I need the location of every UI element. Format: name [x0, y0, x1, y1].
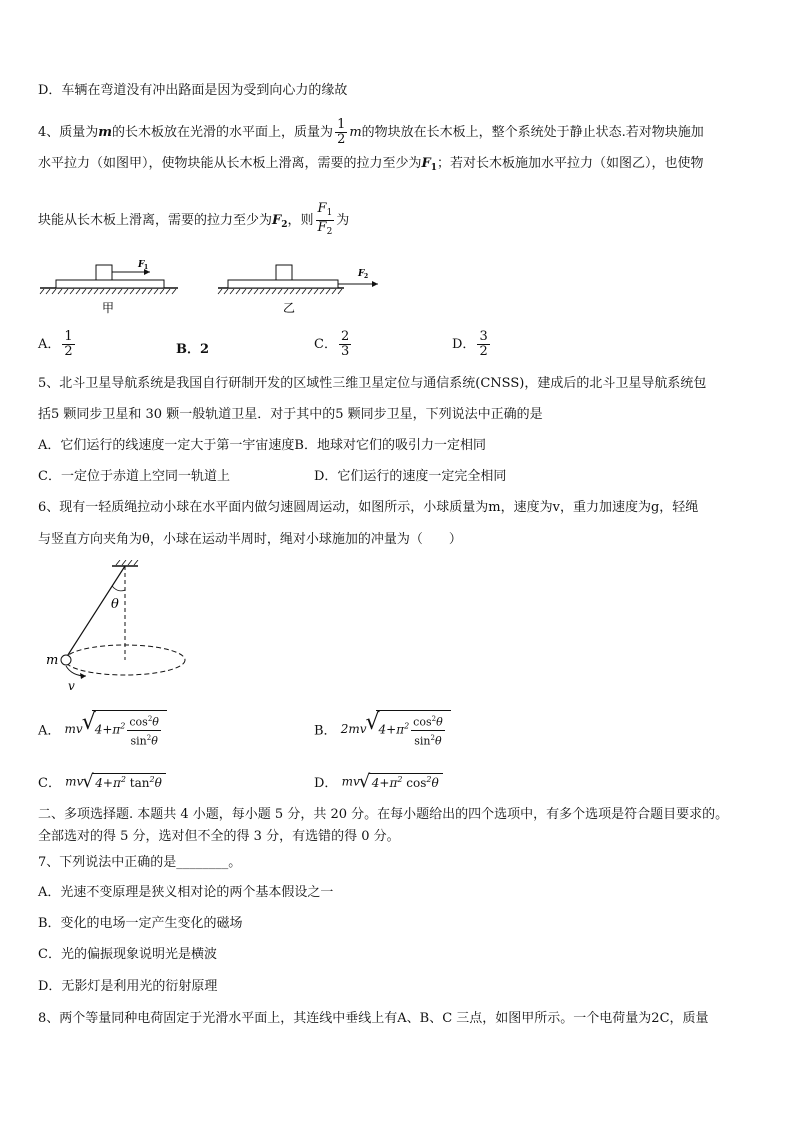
q4-var-f1-sub: 1 [430, 163, 438, 173]
q5-stem-2: 括5 颗同步卫星和 30 颗一般轨道卫星．对于其中的5 颗同步卫星，下列说法中正确的是 [38, 407, 543, 422]
q4-figure-right [218, 265, 378, 315]
section2-heading-1: 二、多项选择题. 本题共 4 小题，每小题 5 分，共 20 分。在每小题给出的四个选项中，有多个选项是符合题目要求的。 [38, 807, 729, 822]
q4-text: 的物块放在长木板上，整个系统处于静止状态.若对物块施加 [361, 125, 704, 140]
q5-option-d: D．它们运行的速度一定完全相同 [314, 469, 507, 484]
section2-line-1 [38, 806, 728, 824]
q4-line-3 [38, 202, 349, 239]
q6-option-d-prefix: mv [341, 774, 360, 789]
q6-option-a-prefix: mv [64, 722, 83, 737]
q5-option-c: C．一定位于赤道上空同一轨道上 [38, 469, 230, 484]
force-f1-sub: 1 [144, 264, 149, 271]
q4-option-a-label: A． [38, 337, 61, 352]
q7-option-a [38, 884, 333, 902]
angle-theta-label: θ [111, 597, 119, 612]
q6-option-a-pi-sq: 2 [120, 721, 126, 731]
q4-option-c-num: 2 [340, 329, 350, 344]
q6-option-a-sin: sin [130, 734, 147, 748]
q4-text: 块能从长木板上滑离，需要的拉力至少为 [38, 213, 273, 228]
force-f1-label: F [138, 260, 145, 270]
q6-option-d-cos: cos [406, 776, 427, 790]
q4-option-a-num: 1 [64, 329, 73, 344]
q6-option-a-sqrt: √ $4+\pi^2$ $\frac{\cos^2\theta}{\sin^2\theta}$ [92, 710, 167, 748]
q6-option-a-inside: 4+π [94, 722, 121, 737]
q6-option-b-cos: cos [413, 715, 432, 729]
q4-var-f1: F [421, 156, 431, 171]
q6-option-d-inside: 4+π [371, 776, 398, 790]
q4-option-a [38, 330, 77, 359]
q6-option-b-frac [411, 712, 445, 748]
q4-ratio-num-sub: 1 [326, 208, 333, 218]
q4-option-a-fraction [62, 330, 74, 359]
q6-option-a-cos-sq: 2 [147, 715, 153, 723]
q6-option-b-sin-sq: 2 [430, 733, 435, 742]
q4-half-num: 1 [337, 117, 346, 132]
q6-option-a-cos: cos [129, 715, 148, 729]
q6-option-a-sin-sq: 2 [146, 733, 152, 742]
block-left [96, 265, 112, 280]
q5-line-ab [38, 437, 486, 455]
q6-option-c-tan: tan [129, 776, 150, 790]
q6-option-c-theta: θ [154, 776, 162, 790]
q4-option-d-label: D． [452, 337, 476, 352]
q6-option-b-theta-num: θ [436, 715, 443, 729]
q6-stem-2: 与竖直方向夹角为θ，小球在运动半周时，绳对小球施加的冲量为（ ） [38, 532, 462, 547]
q4-var-f2: F [272, 213, 282, 228]
q6-option-c-pi-sq: 2 [120, 775, 126, 784]
q4-ratio-den-sub: 2 [326, 227, 333, 237]
q4-option-d-num: 3 [479, 329, 488, 344]
q4-line-1 [38, 118, 704, 147]
q4-option-a-den: 2 [64, 344, 73, 359]
q6-option-b-label: B． [314, 723, 337, 739]
q6-option-c-inside: 4+π [95, 776, 121, 790]
q6-option-a-frac [127, 712, 161, 748]
q5-line-d [314, 468, 506, 486]
q4-option-c-fraction [339, 330, 351, 359]
q6-option-d-theta: θ [431, 776, 439, 790]
q4-figure [38, 252, 388, 316]
q4-option-c-label: C． [314, 337, 337, 352]
q6-figure [38, 560, 198, 700]
q6-option-b-cos-sq: 2 [431, 715, 437, 723]
block-right [276, 265, 292, 280]
board-right [228, 280, 338, 288]
q6-option-a-label: A． [38, 723, 61, 739]
q4-option-d [452, 330, 492, 359]
q6-option-d-sqrt: √ $4+\pi^2$ $\cos^2\theta$ [369, 773, 443, 790]
q7-option-a-text: A．光速不变原理是狭义相对论的两个基本假设之一 [38, 885, 334, 900]
q4-var-f2-sub: 2 [281, 220, 288, 230]
q4-half-den: 2 [337, 132, 346, 147]
q8-stem [38, 1010, 709, 1028]
q7-option-c [38, 946, 217, 964]
mass-m-label: m [46, 653, 59, 668]
q4-option-c-den: 3 [340, 344, 350, 359]
figure-caption-jia: 甲 [102, 301, 115, 315]
q6-option-c-sqrt: √ $4+\pi^2$ $\tan^2\theta$ [92, 773, 166, 790]
q4-line-2 [38, 155, 704, 177]
section2-heading-2: 全部选对的得 5 分，选对但不全的得 3 分，有选错的得 0 分。 [38, 829, 400, 844]
ball [61, 655, 71, 665]
q5-stem-1: 5、北斗卫星导航系统是我国自行研制开发的区域性三维卫星定位与通信系统(CNSS)，建成后的北斗卫星导航系统包 [38, 376, 707, 391]
q6-option-c-label: C． [38, 776, 61, 791]
q4-option-d-den: 2 [479, 344, 488, 359]
q8-stem-text: 8、两个等量同种电荷固定于光滑水平面上，其连线中垂线上有A、B、C 三点，如图甲所示。一个电荷量为2C，质量 [38, 1011, 709, 1026]
q7-option-d [38, 978, 217, 996]
q6-line-2 [38, 531, 462, 549]
q4-var-m: m [98, 125, 113, 140]
force-f2-label: F [358, 269, 365, 279]
q4-option-b-label: B．2 [176, 342, 210, 357]
force-f2-sub: 2 [364, 273, 369, 280]
q4-figure-left [40, 260, 178, 315]
q6-option-a-theta-num: θ [152, 715, 159, 729]
q4-text: 水平拉力（如图甲），使物块能从长木板上滑离，需要的拉力至少为 [38, 156, 422, 171]
section2-line-2 [38, 828, 400, 846]
q6-line-1 [38, 499, 698, 517]
q4-ratio-den: F [317, 220, 327, 235]
q6-option-c-prefix: mv [65, 774, 84, 789]
q6-stem-1: 6、现有一轻质绳拉动小球在水平面内做匀速圆周运动，如图所示，小球质量为m，速度为v，重力加速度为g，轻绳 [38, 500, 699, 515]
q7-option-d-text: D．无影灯是利用光的衍射原理 [38, 979, 218, 994]
q5-line-c [38, 468, 230, 486]
q7-stem-text: 7、下列说法中正确的是________。 [38, 855, 242, 870]
q4-text: 4、质量为 [38, 125, 99, 140]
q7-option-c-text: C．光的偏振现象说明光是横波 [38, 947, 217, 962]
q4-option-d-fraction [477, 330, 489, 359]
q6-option-d [314, 772, 443, 791]
q3-option-d [38, 82, 347, 100]
q4-option-b [176, 338, 209, 357]
q4-text: 的长木板放在光滑的水平面上，质量为 [112, 125, 334, 140]
rope [66, 566, 125, 658]
q6-option-b-sin: sin [414, 734, 431, 748]
q6-option-c-tan-sq: 2 [149, 775, 155, 784]
q4-half-fraction [335, 118, 347, 147]
q5-line-2 [38, 406, 543, 424]
q4-text: ，则 [287, 213, 314, 228]
q4-var-m2: m [349, 125, 362, 140]
board-left [56, 280, 164, 288]
q7-option-b-text: B．变化的电场一定产生变化的磁场 [38, 916, 243, 931]
q6-option-b-prefix: 2mv [340, 722, 367, 737]
q6-option-d-pi-sq: 2 [397, 775, 403, 784]
q4-text: ；若对长木板施加水平拉力（如图乙），也使物 [437, 156, 704, 171]
q6-option-b [314, 710, 451, 748]
q6-option-a-theta-den: θ [151, 734, 158, 748]
q6-option-d-cos-sq: 2 [426, 775, 432, 784]
q3-option-d-text: D．车辆在弯道没有冲出路面是因为受到向心力的缘故 [38, 83, 348, 98]
q4-option-c [314, 330, 353, 359]
q6-option-a [38, 710, 167, 748]
q4-text: 为 [336, 213, 350, 228]
q6-option-b-theta-den: θ [434, 734, 442, 748]
velocity-v-label: v [68, 679, 75, 693]
q7-stem [38, 854, 241, 872]
q4-ratio-fraction [316, 202, 335, 239]
q5-line-1 [38, 375, 706, 393]
q7-option-b [38, 915, 243, 933]
q6-option-b-pi-sq: 2 [404, 721, 410, 731]
figure-caption-yi: 乙 [283, 301, 296, 315]
q4-ratio-num: F [317, 201, 327, 216]
q6-option-c [38, 772, 166, 791]
q6-option-b-sqrt: √ $4+\pi^2$ $\frac{\cos^2\theta}{\sin^2\theta}$ [376, 710, 451, 748]
q6-option-d-label: D． [314, 776, 338, 791]
q6-option-b-inside: 4+π [378, 722, 405, 737]
q5-options-ab: A．它们运行的线速度一定大于第一宇宙速度B．地球对它们的吸引力一定相同 [38, 438, 486, 453]
